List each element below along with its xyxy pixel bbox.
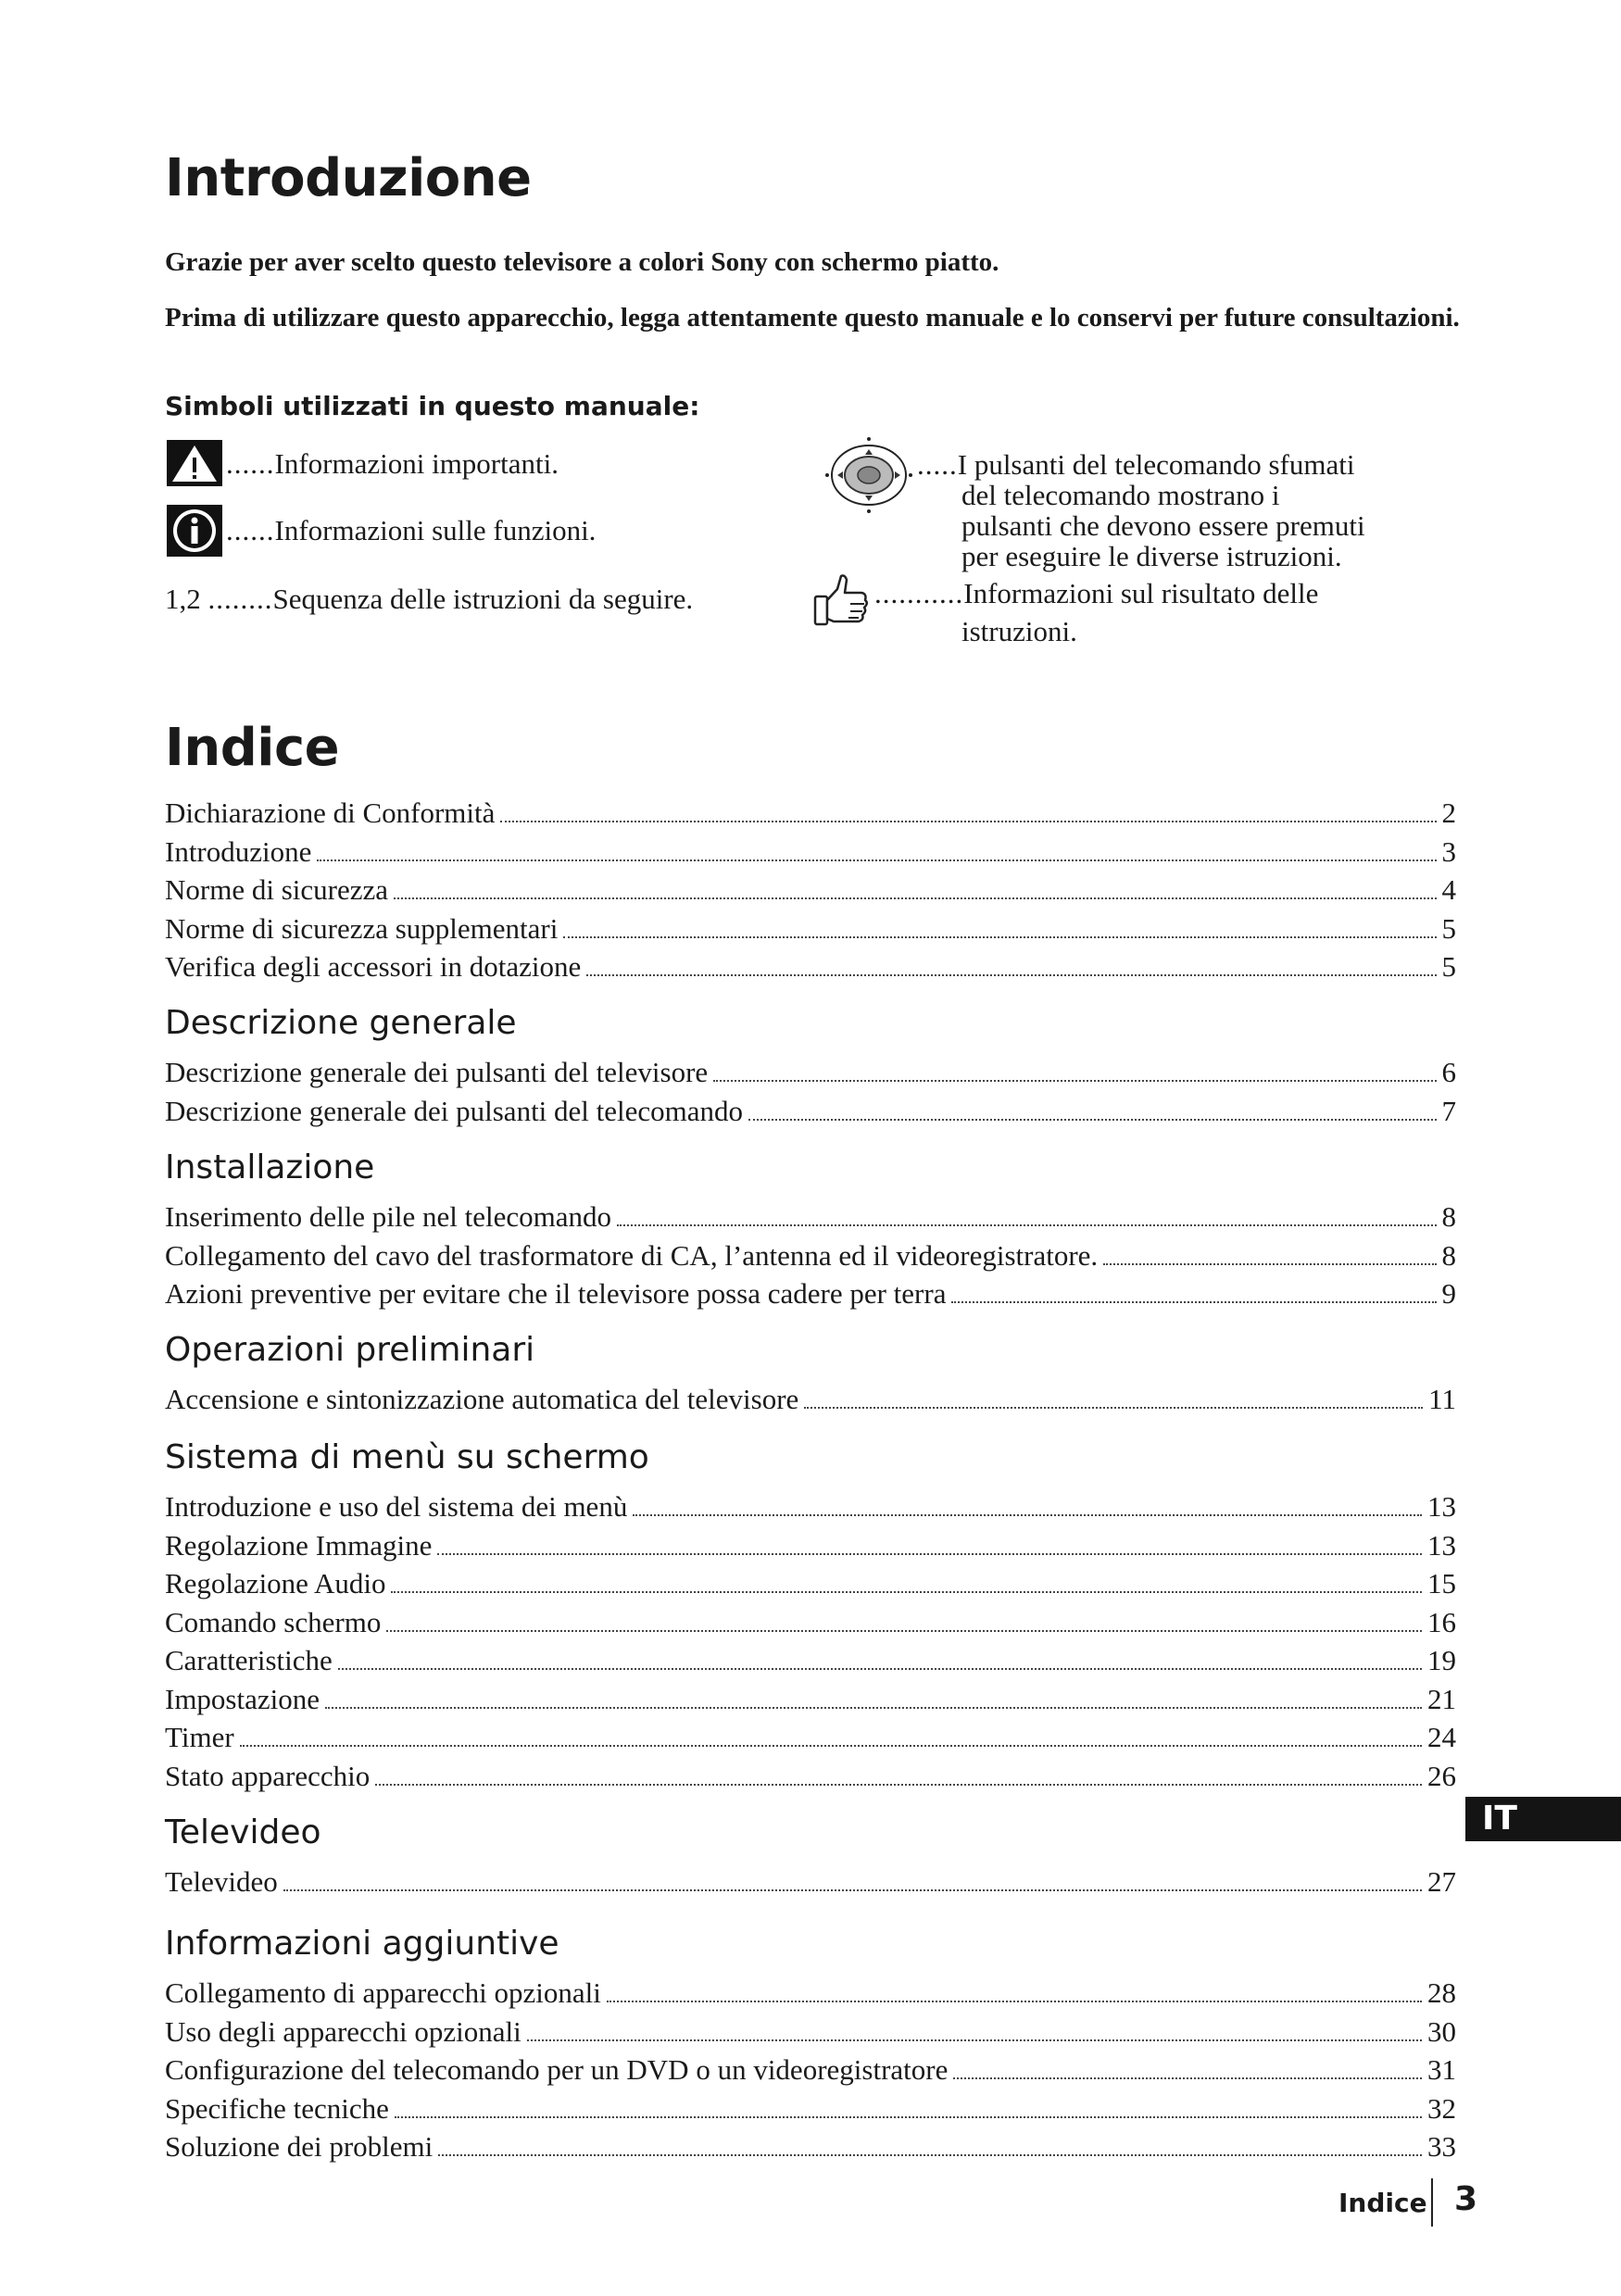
warning-dots: ...... — [226, 447, 275, 480]
toc-entry-title: Televideo — [165, 1865, 278, 1898]
toc-entry-page: 15 — [1427, 1567, 1456, 1600]
sequence-label: 1,2 — [165, 583, 201, 615]
toc-general-list — [165, 797, 1456, 989]
dot-leader — [804, 1407, 1423, 1409]
section-heading-operazioni-preliminari: Operazioni preliminari — [165, 1331, 535, 1369]
toc-entry[interactable] — [165, 912, 1456, 951]
dot-leader — [240, 1745, 1422, 1747]
toc-entry[interactable] — [165, 1239, 1456, 1278]
dot-leader — [953, 2077, 1422, 2079]
toc-entry-page: 26 — [1427, 1759, 1456, 1792]
toc-entry-page: 13 — [1427, 1490, 1456, 1523]
dot-leader — [713, 1080, 1436, 1082]
toc-entry-page: 5 — [1441, 950, 1456, 983]
toc-entry-title: Descrizione generale dei pulsanti del televisore — [165, 1056, 709, 1088]
toc-entry-title: Azioni preventive per evitare che il televisore possa cadere per terra — [165, 1277, 947, 1310]
toc-entry[interactable] — [165, 2130, 1456, 2169]
thumbs-up-icon — [813, 572, 871, 628]
dot-leader — [563, 936, 1436, 938]
result-dots: ........... — [874, 577, 964, 609]
dot-leader — [283, 1889, 1422, 1891]
remote-text-line1: I pulsanti del telecomando sfumati — [957, 448, 1355, 481]
toc-entry-page: 4 — [1441, 873, 1456, 906]
dot-leader — [951, 1301, 1436, 1303]
toc-entry-page: 19 — [1427, 1644, 1456, 1676]
toc-entry[interactable] — [165, 1095, 1456, 1134]
intro-title: Introduzione — [165, 148, 532, 208]
toc-entry-page: 7 — [1441, 1094, 1456, 1127]
toc-entry[interactable] — [165, 2053, 1456, 2092]
toc-entry-title: Regolazione Immagine — [165, 1528, 433, 1562]
toc-entry-title: Soluzione dei problemi — [165, 2130, 434, 2163]
section-heading-informazioni-aggiuntive: Informazioni aggiuntive — [165, 1925, 559, 1963]
result-text-line1: Informazioni sul risultato delle — [963, 577, 1319, 609]
toc-entry[interactable] — [165, 2092, 1456, 2131]
toc-entry-title: Dichiarazione di Conformità — [165, 797, 496, 829]
dot-leader — [617, 1224, 1436, 1226]
dot-leader — [325, 1707, 1422, 1709]
toc-entry[interactable] — [165, 1056, 1456, 1095]
section-heading-installazione: Installazione — [165, 1148, 375, 1186]
toc-section-installazione — [165, 1200, 1456, 1316]
toc-entry-page: 9 — [1441, 1277, 1456, 1310]
dot-leader — [607, 2001, 1422, 2002]
warning-icon — [167, 440, 222, 486]
toc-entry-title: Collegamento del cavo del trasformatore di CA, l’antenna ed il videoregistratore. — [165, 1238, 1099, 1272]
toc-entry-title: Descrizione generale dei pulsanti del telecomando — [165, 1094, 744, 1127]
sequence-text: Sequenza delle istruzioni da seguire. — [272, 583, 694, 615]
dot-leader — [438, 2154, 1422, 2156]
toc-entry-title: Timer — [165, 1721, 234, 1753]
section-heading-descrizione-generale: Descrizione generale — [165, 1004, 517, 1042]
toc-entry-page: 8 — [1441, 1238, 1456, 1272]
toc-entry-page: 5 — [1441, 911, 1456, 945]
info-text: Informazioni sulle funzioni. — [274, 514, 597, 546]
toc-entry-title: Caratteristiche — [165, 1644, 333, 1676]
dot-leader — [375, 1784, 1422, 1786]
dot-leader — [748, 1119, 1436, 1121]
toc-entry[interactable] — [165, 1976, 1456, 2015]
toc-entry-page: 3 — [1441, 834, 1456, 868]
footer-divider — [1431, 2178, 1433, 2227]
dot-leader — [437, 1553, 1422, 1555]
dot-leader — [394, 897, 1437, 899]
toc-entry-title: Specifiche tecniche — [165, 2091, 389, 2125]
remote-text-line3: pulsanti che devono essere premuti — [961, 509, 1365, 542]
toc-entry[interactable] — [165, 2015, 1456, 2054]
language-tab: IT — [1465, 1797, 1621, 1841]
footer-section-label: Indice — [1338, 2188, 1427, 2218]
remote-text-line2: del telecomando mostrano i — [961, 479, 1280, 511]
toc-entry-title: Regolazione Audio — [165, 1567, 386, 1600]
toc-entry-title: Verifica degli accessori in dotazione — [165, 950, 582, 983]
dot-leader — [317, 859, 1436, 861]
toc-entry[interactable] — [165, 873, 1456, 912]
index-title: Indice — [165, 718, 340, 778]
dot-leader — [527, 2039, 1422, 2041]
remote-text-line4: per eseguire le diverse istruzioni. — [961, 540, 1342, 572]
toc-entry-title: Uso degli apparecchi opzionali — [165, 2014, 521, 2048]
toc-entry[interactable] — [165, 1529, 1456, 1568]
toc-entry[interactable] — [165, 1760, 1456, 1799]
toc-entry-title: Comando schermo — [165, 1605, 382, 1638]
symbols-heading: Simboli utilizzati in questo manuale: — [165, 391, 700, 421]
toc-section-televideo — [165, 1865, 1456, 1904]
info-dots: ...... — [226, 514, 275, 546]
dot-leader — [391, 1591, 1422, 1593]
toc-entry-page: 16 — [1427, 1605, 1456, 1638]
toc-entry-title: Impostazione — [165, 1682, 320, 1715]
toc-section-descrizione-generale — [165, 1056, 1456, 1133]
dot-leader — [338, 1668, 1422, 1670]
dot-leader — [1103, 1263, 1436, 1265]
toc-entry[interactable] — [165, 1490, 1456, 1529]
toc-section-operazioni-preliminari — [165, 1383, 1456, 1422]
toc-entry-page: 28 — [1427, 1976, 1456, 2009]
section-heading-televideo: Televideo — [165, 1813, 321, 1851]
toc-entry-title: Introduzione — [165, 834, 312, 868]
toc-entry-page: 21 — [1427, 1682, 1456, 1715]
toc-entry-page: 11 — [1428, 1383, 1456, 1415]
remote-control-icon — [823, 435, 915, 515]
dot-leader — [500, 821, 1436, 822]
toc-entry-page: 24 — [1427, 1721, 1456, 1753]
toc-section-informazioni-aggiuntive — [165, 1976, 1456, 2169]
intro-paragraph-read-manual: Prima di utilizzare questo apparecchio, legga attentamente questo manuale e lo conservi per future consultazioni. — [165, 303, 1460, 332]
result-text-line2: istruzioni. — [961, 615, 1077, 647]
toc-entry-title: Introduzione e uso del sistema dei menù — [165, 1490, 628, 1523]
toc-section-sistema-menu — [165, 1490, 1456, 1798]
toc-entry[interactable] — [165, 1683, 1456, 1722]
intro-paragraph-thanks: Grazie per aver scelto questo televisore a colori Sony con schermo piatto. — [165, 247, 999, 277]
remote-dots: ..... — [917, 448, 958, 481]
page-number: 3 — [1454, 2180, 1478, 2218]
warning-text: Informazioni importanti. — [274, 447, 559, 480]
toc-entry-title: Accensione e sintonizzazione automatica del televisore — [165, 1383, 799, 1415]
toc-entry-title: Norme di sicurezza — [165, 873, 388, 906]
toc-entry-page: 33 — [1427, 2130, 1456, 2163]
toc-entry-page: 31 — [1427, 2053, 1456, 2086]
section-heading-sistema-menu: Sistema di menù su schermo — [165, 1438, 649, 1476]
toc-entry-page: 27 — [1427, 1865, 1456, 1898]
dot-leader — [386, 1630, 1422, 1632]
toc-entry[interactable] — [165, 1865, 1456, 1904]
toc-entry[interactable] — [165, 1606, 1456, 1645]
toc-entry-title: Stato apparecchio — [165, 1759, 371, 1792]
toc-entry[interactable] — [165, 1383, 1456, 1422]
toc-entry-title: Norme di sicurezza supplementari — [165, 911, 559, 945]
toc-entry-title: Inserimento delle pile nel telecomando — [165, 1200, 612, 1233]
toc-entry-page: 2 — [1441, 797, 1456, 829]
sequence-dots: ........ — [207, 583, 273, 615]
info-icon — [167, 505, 222, 557]
toc-entry-page: 30 — [1427, 2014, 1456, 2048]
toc-entry-page: 32 — [1427, 2091, 1456, 2125]
toc-entry[interactable] — [165, 1200, 1456, 1239]
dot-leader — [395, 2116, 1422, 2118]
toc-entry[interactable] — [165, 1567, 1456, 1606]
toc-entry-page: 6 — [1441, 1056, 1456, 1088]
toc-entry[interactable] — [165, 950, 1456, 989]
toc-entry-page: 13 — [1427, 1528, 1456, 1562]
toc-entry[interactable] — [165, 1644, 1456, 1683]
toc-entry-page: 8 — [1441, 1200, 1456, 1233]
dot-leader — [633, 1514, 1422, 1516]
toc-entry[interactable] — [165, 797, 1456, 835]
toc-entry[interactable] — [165, 1277, 1456, 1316]
dot-leader — [586, 974, 1436, 976]
toc-entry-title: Collegamento di apparecchi opzionali — [165, 1976, 601, 2009]
toc-entry[interactable] — [165, 835, 1456, 874]
toc-entry[interactable] — [165, 1721, 1456, 1760]
toc-entry-title: Configurazione del telecomando per un DVD o un videoregistratore — [165, 2053, 949, 2086]
